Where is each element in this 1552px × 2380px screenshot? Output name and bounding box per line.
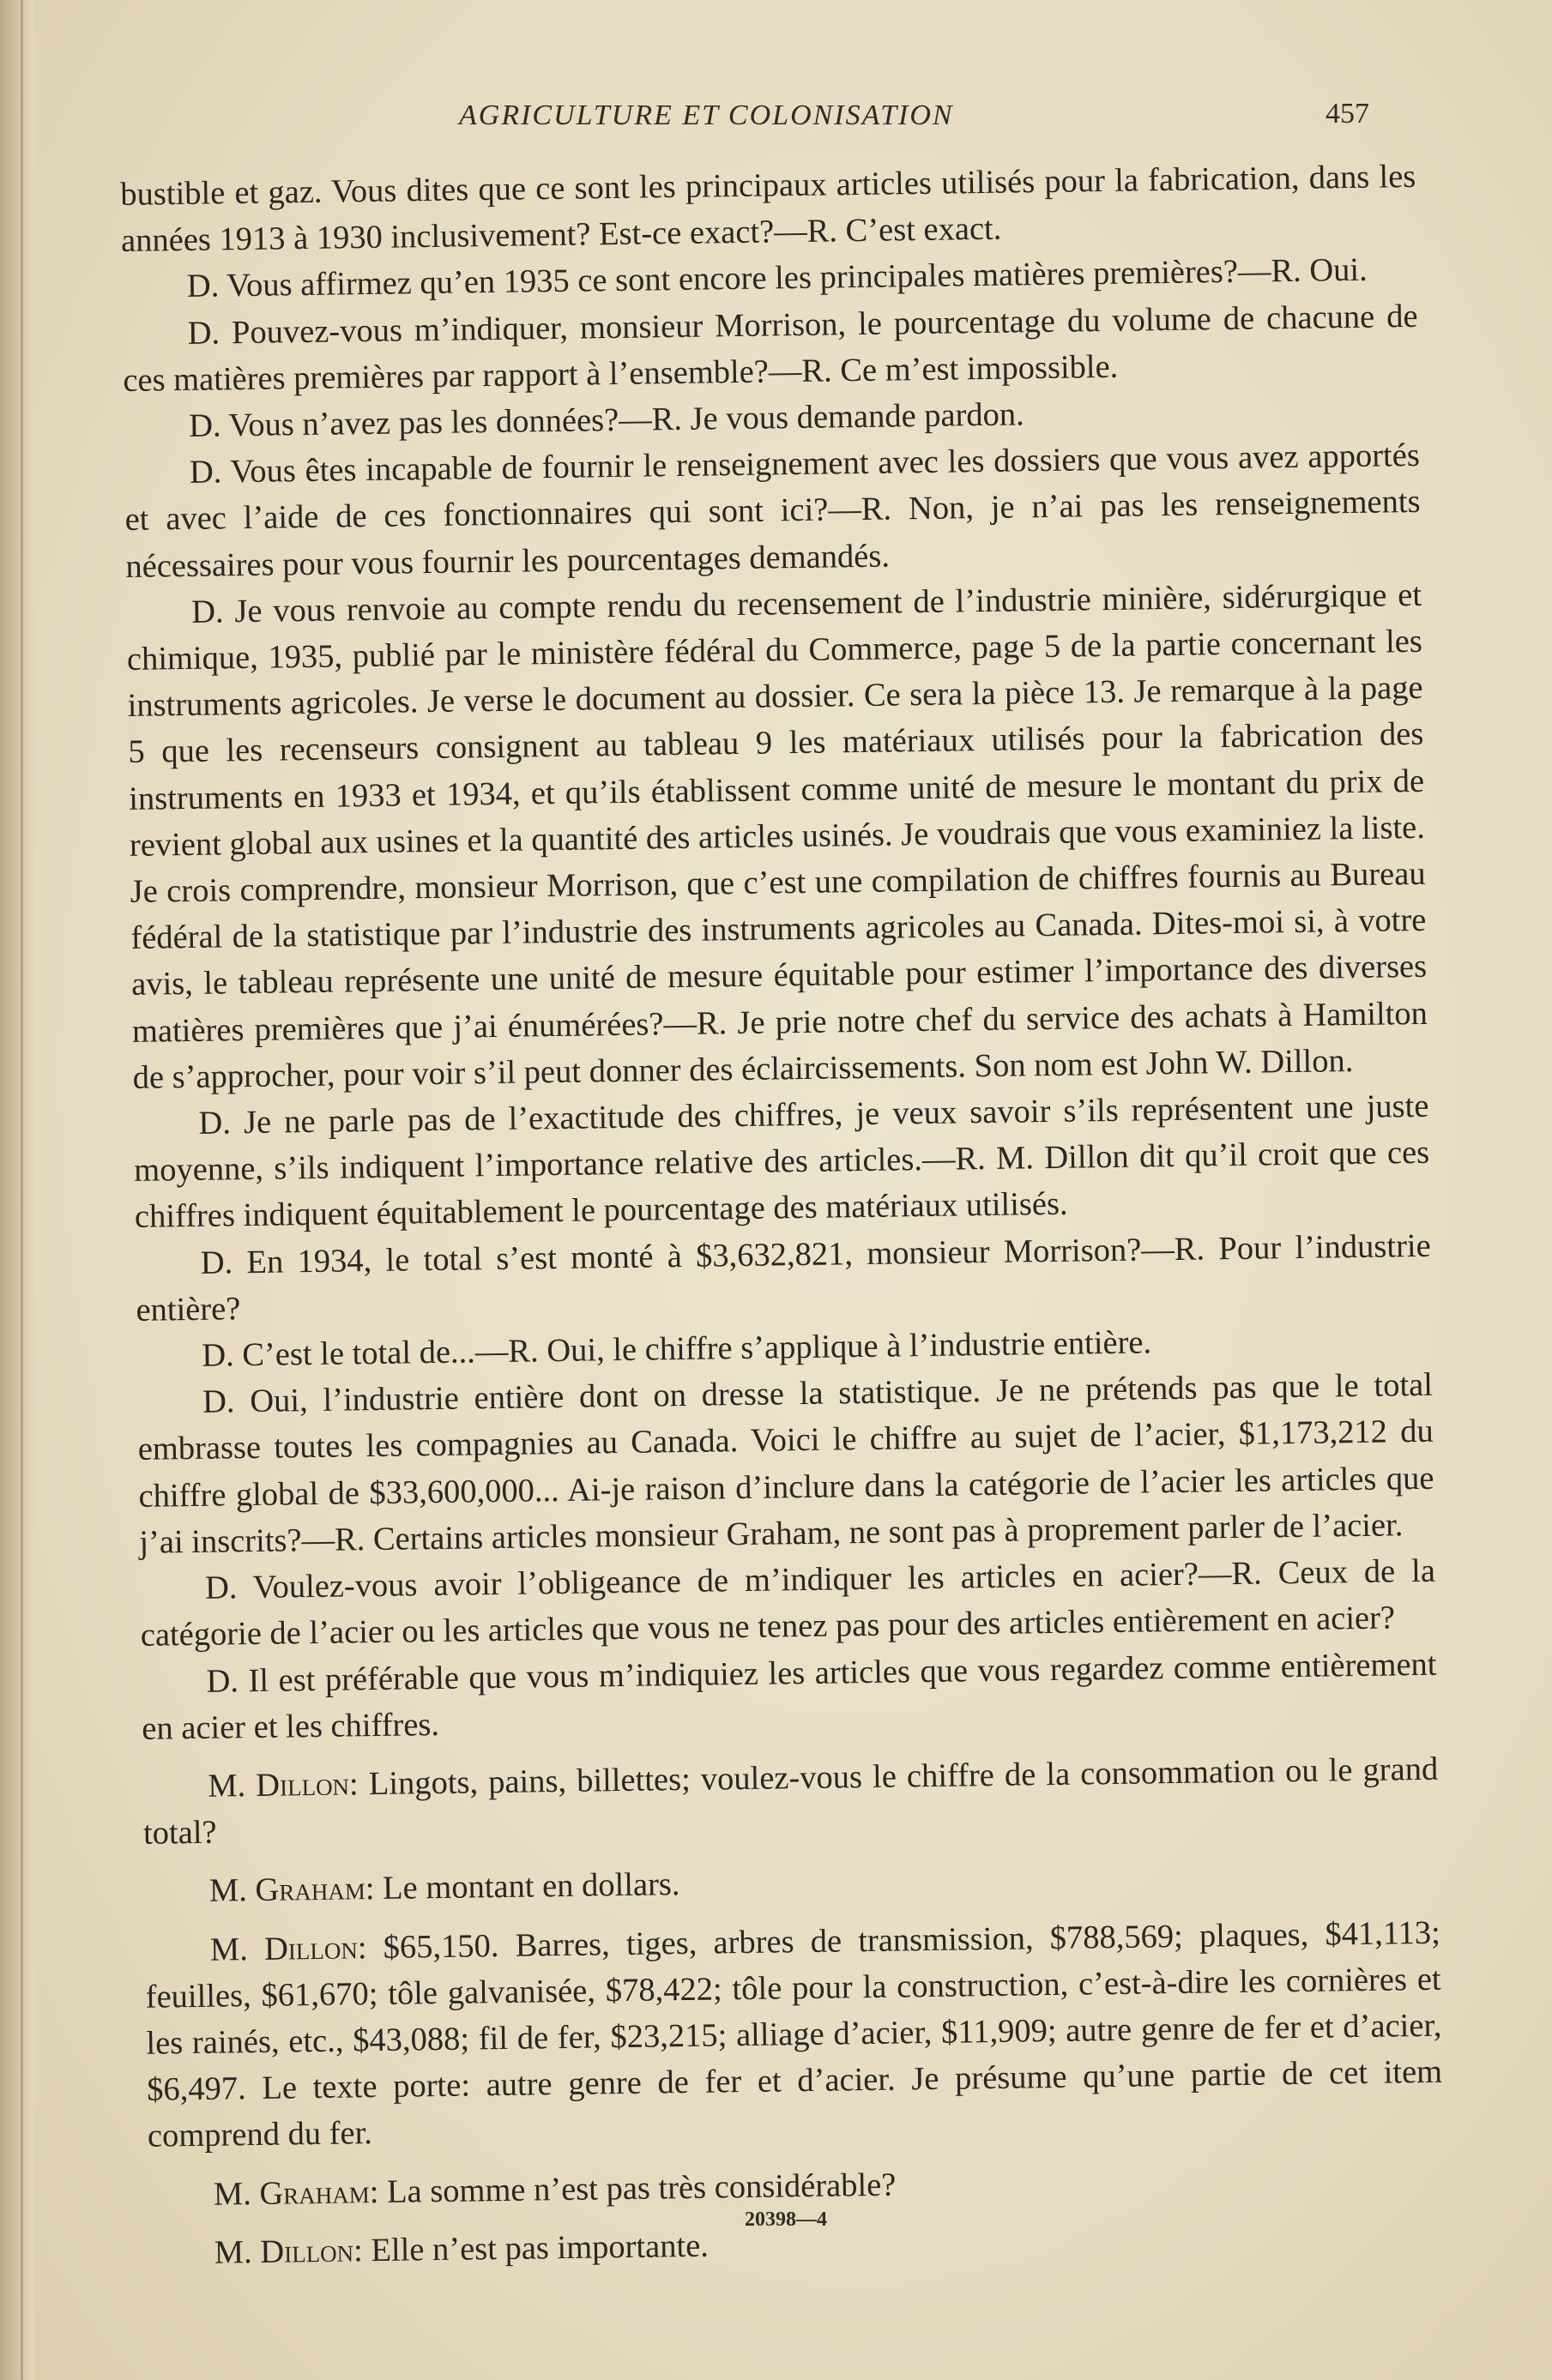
speech-text: Lingots, pains, billettes; voulez-vous le chiffre de la consommation ou le grand total? (142, 1750, 1439, 1852)
speech-paragraph (144, 1851, 1440, 1915)
book-spine-shadow (0, 0, 34, 2380)
speech-paragraph (145, 1909, 1444, 2160)
speaker-name: M. Dillon: (208, 1766, 359, 1805)
speaker-name: M. Dillon: (209, 1929, 367, 1968)
paragraph: D. Vous n’avez pas les données?—R. Je vous demande pardon. (188, 396, 1025, 444)
paragraph: D. Je vous renvoie au compte rendu du recensement de l’industrie minière, sidérurgique et chimique, 1935, publié par le ministère fédéral du Commerce, page 5 de la partie concernant les instruments agricoles. Je verse le document au dossier. Ce sera la pièce 13. Je remarque à la page 5 que les recenseurs consignent au tableau 9 les matériaux utilisés pour la fabrication des instruments en 1933 et 1934, et qu’ils établissent comme unité de mesure le montant du prix de revient global aux usines et la quantité des articles usinés. Je voudrais que vous examiniez la liste. Je crois comprendre, monsieur Morrison, que c’est une compilation de chiffres fournis au Bureau fédéral de la statistique par l’industrie des instruments agricoles au Canada. Dites-moi si, à votre avis, le tableau représente une unité de mesure équitable pour estimer l’importance des diverses matières premières que j’ai énumérées?—R. Je prie notre chef du service des achats à Hamilton de s’approcher, pour voir s’il peut donner des éclaircissements. Son nom est John W. Dillon. (126, 576, 1428, 1096)
speaker-name: M. Graham: (208, 1871, 375, 1910)
paragraph: D. En 1934, le total s’est monté à $3,632,821, monsieur Morrison?—R. Pour l’industrie entière? (136, 1227, 1431, 1329)
printer-signature: 20398—4 (745, 2208, 827, 2231)
speech-paragraph (142, 1746, 1439, 1857)
page-header (120, 93, 1407, 144)
speech-text: Elle n’est pas importante. (371, 2227, 710, 2269)
paragraph: D. Pouvez-vous m’indiquer, monsieur Morrison, le pourcentage du volume de chacune de ces matières premières par rapport à l’ensemble?—R. Ce m’est impossible. (123, 298, 1418, 399)
paragraph: D. Vous êtes incapable de fournir le renseignement avec les dossiers que vous avez apportés et avec l’aide de ces fonctionnaires qui sont ici?—R. Non, je n’ai pas les renseignements nécessaires pour vous fournir les pourcentages demandés. (124, 437, 1421, 585)
speaker-name: M. Graham: (213, 2173, 379, 2213)
paragraph: D. Il est préférable que vous m’indiquiez les articles que vous regardez comme entièrement en acier et les chiffres. (142, 1646, 1437, 1747)
page-number: 457 (1326, 98, 1369, 130)
running-head: AGRICULTURE ET COLONISATION (459, 99, 954, 131)
binding-line (21, 0, 23, 2380)
paragraph: D. Vous affirmez qu’en 1935 ce sont encore les principales matières premières?—R. Oui. (186, 252, 1368, 305)
speech-text: $65,150. Barres, tiges, arbres de transmission, $788,569; plaques, $41,113; feuilles, $61,670; tôle galvanisée, $78,422; tôle pour la construction, c’est-à-dire les cornières et les rainés, etc., $43,088; fil de fer, $23,215; alliage d’acier, $11,909; autre genre de fer et d’acier, $6,497. Le texte porte: autre genre de fer et d’acier. Je présume qu’une partie de cet item comprend du fer. (145, 1914, 1443, 2155)
paragraph: D. C’est le total de...—R. Oui, le chiffre s’applique à l’industrie entière. (201, 1324, 1152, 1374)
body-text (120, 154, 1445, 2277)
paragraph: D. Voulez-vous avoir l’obligeance de m’indiquer les articles en acier?—R. Ceux de la catégorie de l’acier ou les articles que vous ne tenez pas pour des articles entièrement en acier? (140, 1552, 1436, 1654)
speech-text: Le montant en dollars. (382, 1866, 680, 1907)
speech-text: La somme n’est pas très considérable? (386, 2166, 897, 2210)
paragraph: D. Oui, l’industrie entière dont on dresse la statistique. Je ne prétends pas que le total embrasse toutes les compagnies au Canada. Voici le chiffre au sujet de l’acier, $1,173,212 du chiffre global de $33,600,000... Ai-je raison d’inclure dans la catégorie de l’acier les articles que j’ai inscrits?—R. Certains articles monsieur Graham, ne sont pas à proprement parler de l’acier. (137, 1367, 1434, 1561)
paragraph: bustible et gaz. Vous dites que ce sont les principaux articles utilisés pour la fabrication, dans les années 1913 à 1930 inclusivement? Est-ce exact?—R. C’est exact. (120, 158, 1416, 260)
paragraph: D. Je ne parle pas de l’exactitude des chiffres, je veux savoir s’ils représentent une juste moyenne, s’ils indiquent l’importance relative des articles.—R. M. Dillon dit qu’il croit que ces chiffres indiquent équitablement le pourcentage des matériaux utilisés. (133, 1088, 1430, 1236)
speaker-name: M. Dillon: (214, 2232, 364, 2271)
